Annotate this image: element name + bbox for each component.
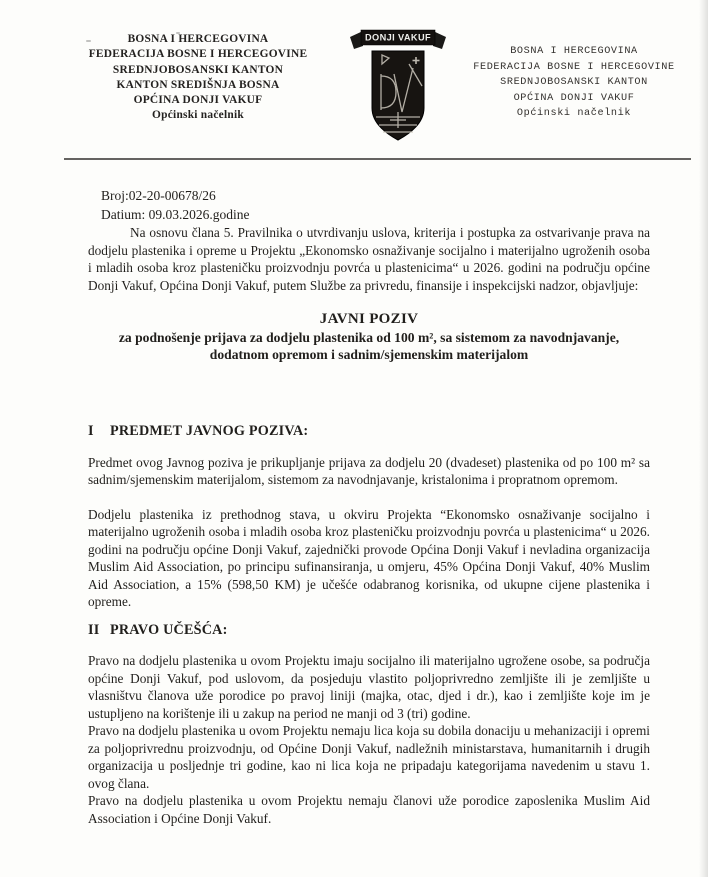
letterhead-right-line: FEDERACIJA BOSNE I HERCEGOVINE <box>473 61 675 73</box>
letterhead-left-line: SREDNJOBOSANSKI KANTON <box>112 63 284 76</box>
page-subtitle-line-2: dodatnom opremom i sadnim/sjemenskim materijalom <box>209 347 529 363</box>
page-title: JAVNI POZIV <box>319 311 419 327</box>
document-date: Datium: 09.03.2026.godine <box>101 206 250 222</box>
crest-banner-text: DONJI VAKUF <box>365 32 431 43</box>
public-call-title-block <box>88 310 650 363</box>
section-2-heading-text: PRAVO UČEŠĆA: <box>110 621 228 638</box>
section-1-heading-text: PREDMET JAVNOG POZIVA: <box>110 423 309 440</box>
document-number: Broj:02-20-00678/26 <box>101 188 216 203</box>
letterhead-right-line: BOSNA I HERCEGOVINA <box>510 46 638 57</box>
letterhead-left-line: OPĆINA DONJI VAKUF <box>133 94 263 107</box>
letterhead-left-line: BOSNA I HERCEGOVINA <box>127 33 269 45</box>
section-2-numeral: II <box>88 621 100 638</box>
section-1-numeral: I <box>88 423 94 440</box>
letterhead-right-block <box>458 44 690 122</box>
header-divider <box>64 158 691 160</box>
scan-speck <box>176 32 180 34</box>
section-2-paragraph: Pravo na dodjelu plastenika u ovom Projektu nemaju članovi uže porodice zaposlenika Muslim Aid Association i Općine Donji Vakuf. <box>88 793 650 826</box>
document-body <box>88 187 650 827</box>
letterhead-left-line: KANTON SREDIŠNJA BOSNA <box>116 78 280 91</box>
section-2-heading <box>88 622 650 640</box>
letterhead-left-line: Općinski načelnik <box>152 109 244 122</box>
letterhead-left-block <box>58 32 338 124</box>
section-2-paragraph: Pravo na dodjelu plastenika u ovom Projektu imaju socijalno ili materijalno ugrožene osobe, sa područja općine Donji Vakuf, pod uslovom, da posjeduju vlastito poljoprivredno zemljište ili je zemljište u vlasništvu članova uže porodice po pravoj liniji (majka, otac, djed i dr.), kao i zemljište koje im je ustupljeno na korištenje ili u zakup na period ne manji od 3 (tri) godine. <box>88 653 650 721</box>
scan-speck <box>86 40 91 42</box>
letterhead-left-line: FEDERACIJA BOSNE I HERCEGOVINE <box>88 48 308 61</box>
donji-vakuf-crest-icon <box>348 24 448 148</box>
coat-of-arms <box>346 24 450 148</box>
page-subtitle-line-1: za podnošenje prijava za dodjelu plastenika od 100 m², sa sistemom za navodnjavanje, <box>118 330 620 345</box>
letterhead-right-line: Općinski načelnik <box>516 108 632 120</box>
section-1-paragraph: Dodjelu plastenika iz prethodnog stava, u okviru Projekta “Ekonomsko osnaživanje socijalno i materijalno ugroženih osoba i mladih osoba kroz plasteničku proizvodnju povrća u plastenicima“ u 2026. godini na području općine Donji Vakuf, zajednički provode Općina Donji Vakuf i nevladina organizacija Muslim Aid Association, po principu sufinansiranja, u omjeru, 45% Općina Donji Vakuf, 40% Muslim Aid Association, a 15% (598,50 KM) je učešće odabranog korisnika, od ukupne cijene plastenika i opreme. <box>88 506 650 610</box>
intro-paragraph: Na osnovu člana 5. Pravilnika o utvrdivanju uslova, kriterija i postupka za ostvarivanje prava na dodjelu plastenika i opreme u Projektu „Ekonomsko osnaživanje socijalno i materijalno ugroženih osoba i mladih osoba kroz plasteničku proizvodnju povrća u plastenicima“ u 2026. godini na području općine Donji Vakuf, Općina Donji Vakuf, putem Službe za privredu, finansije i inspekcijski nadzor, objavljuje: <box>88 225 650 293</box>
letterhead <box>0 0 708 148</box>
letterhead-right-line: OPĆINA DONJI VAKUF <box>513 92 635 104</box>
document-meta <box>101 187 650 224</box>
section-1-heading <box>88 423 650 441</box>
section-2-paragraph: Pravo na dodjelu plastenika u ovom Projektu nemaju lica koja su dobila donaciju u mehanizaciji i opremi za poljoprivrednu proizvodnju, od Općine Donji Vakuf, nadležnih ministarstava, humanitarnih i drugih organizacija u posljednje tri godine, kao ni lica koja ne pripadaju kategorijama navedenim u stavu 1. ovog člana. <box>88 723 650 791</box>
section-1-paragraph: Predmet ovog Javnog poziva je prikupljanje prijava za dodjelu 20 (dvadeset) plastenika od po 100 m² sa sadnim/sjemenskim materijalom, sistemom za navodnjavanje, kristalonima i propratnom opremom. <box>88 454 650 488</box>
letterhead-right-line: SREDNJOBOSANSKI KANTON <box>500 77 648 89</box>
